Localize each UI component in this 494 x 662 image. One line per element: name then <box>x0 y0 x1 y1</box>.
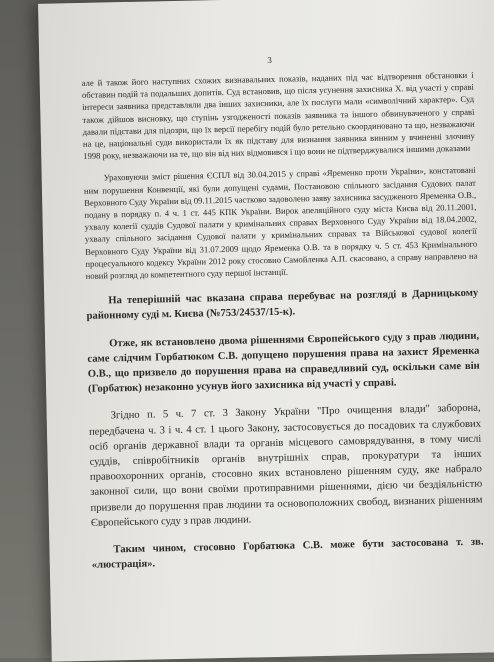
paragraph-4: Отже, як встановлено двома рішеннями Європейського суду з прав людини, саме слідчим Горбатюком С.В. допущено порушення права на захист Яременка О.В., що призвело до порушення права на справедливий суд, оскільки саме він (Горбатюк) незаконно усунув його захисника від участі у справі. <box>87 330 480 396</box>
paragraph-6: Таким чином, стосовно Горбатюка С.В. може бути застосована т. зв. «люстрація». <box>91 536 484 572</box>
document-body <box>82 69 484 574</box>
page-number: 3 <box>267 54 272 66</box>
paragraph-2: Ураховуючи зміст рішення ЄСПЛ від 30.04.2015 у справі «Яременко проти України», констатовані ним порушення Конвенції, які були допущені судами, Постановою спільного засідання Судових палат Верховного Суду України від 09.11.2015 частково задоволено заяву захисника засудженого Яременка О.В., подану в порядку п. 4 ч. 1 ст. 445 КПК України. Вирок апеляційного суду міста Києва від 20.11.2001, ухвалу колегії суддів Судової палати у кримінальних справах Верховного Суду України від 18.04.2002, ухвалу спільного засідання Судової палати у кримінальних справах та Військової судової колегії Верховного Суду України від 31.07.2009 щодо Яременка О.В. та в порядку ч. 5 ст. 453 Кримінального процесуального кодексу України 2012 року стосовно Самойленка А.П. скасовано, а справу направлено на новий розгляд до компетентного суду першої інстанції. <box>83 165 478 281</box>
paragraph-1: але й також його наступних схожих визнавальних показів, наданих під час відтворення обстановки і обставин подій та подальших допитів. Суд встановив, що після усунення захисника Х. від участі у справі інтереси заявника представляли два інших захисники, але їх послуги мали «символічний характер». Суд також дійшов висновку, що ступінь узгодженості показів заявника та іншого обвинуваченого у справі давали підстави для підозри, що їх версії перебігу подій було ретельно скоординовано та що, незважаючи на це, національні суди використали їх як підставу для визнання заявника винним у вчиненні злочину 1998 року, незважаючи на те, що він від них відмовився і що вони не підтверджувалися іншими доказами <box>81 69 476 162</box>
paragraph-3: На теперішній час вказана справа перебуває на розгляді в Дарницькому районному суді м. Києва (№753/24537/15-к). <box>86 287 479 323</box>
paragraph-group-large <box>86 286 484 573</box>
paragraph-group-small <box>82 69 478 282</box>
paragraph-5: Згідно п. 5 ч. 7 ст. 3 Закону України "Про очищення влади" заборона, передбачена ч. 3 і ч. 4 ст. 1 цього Закону, застосовується до посадових та службових осіб органів державної влади та органів місцевого самоврядування, в тому числі суддів, співробітників органів внутрішніх справ, прокуратури та інших правоохоронних органів, стосовно яких встановлено рішенням суду, яке набрало законної сили, що вони своїми протиправними рішеннями, дією чи бездіяльністю призвели до порушення прав людини та основоположних свобод, визнаних рішенням Європейського суду з прав людини. <box>88 403 483 529</box>
document-page <box>38 0 494 662</box>
